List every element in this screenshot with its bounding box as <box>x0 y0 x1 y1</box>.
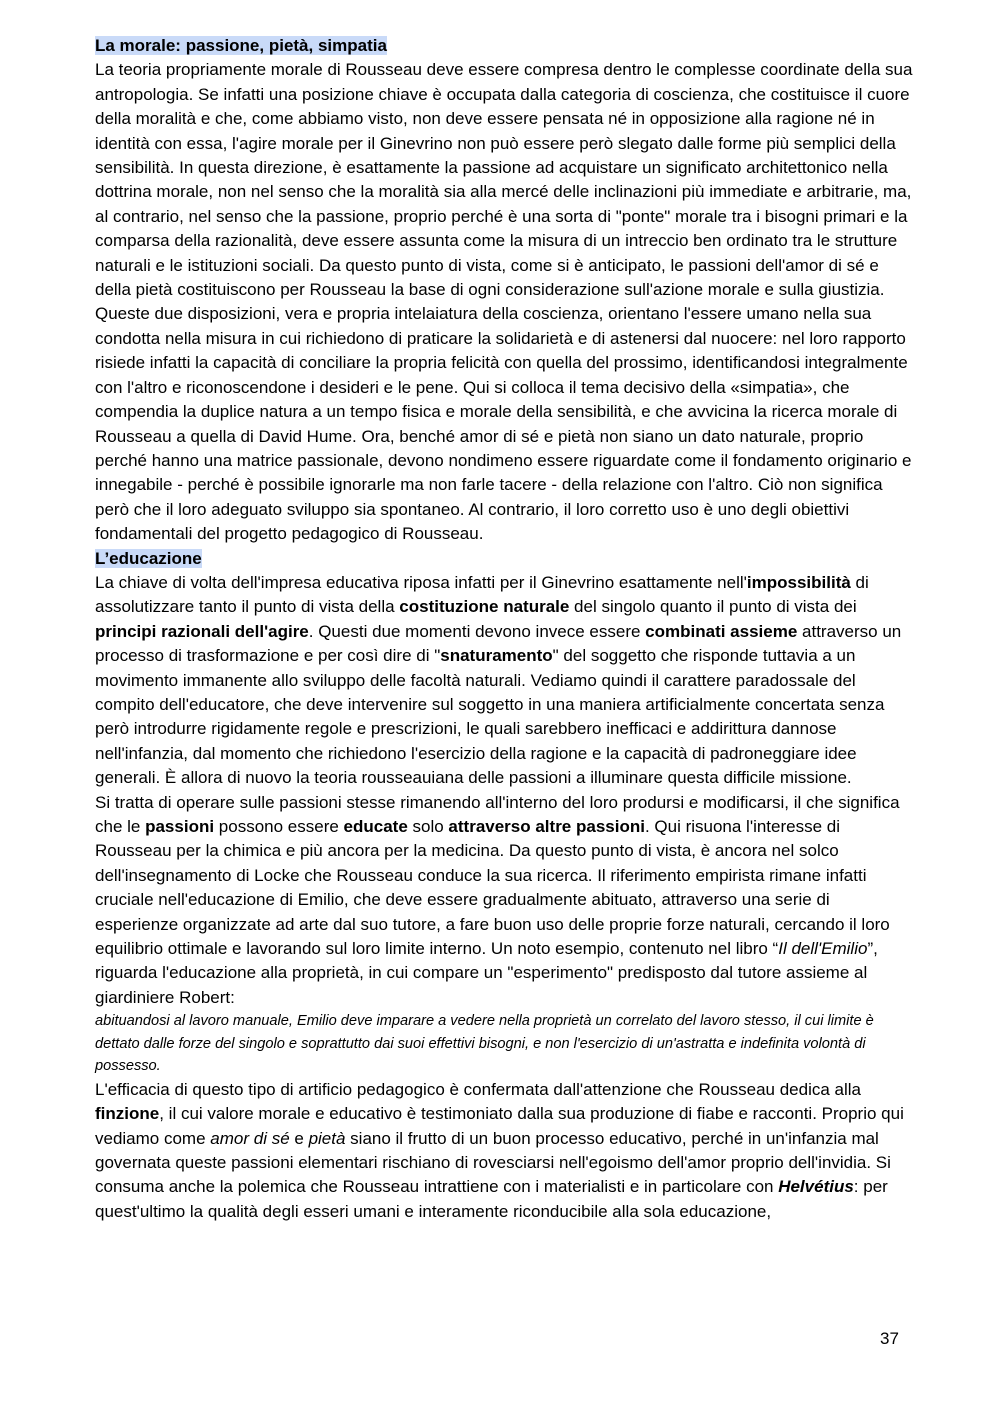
bold-term: finzione <box>95 1104 160 1124</box>
bold-term: principi razionali dell'agire <box>95 621 309 641</box>
section-heading-educazione: L’educazione <box>95 548 202 568</box>
paragraph-morale: La teoria propriamente morale di Rousseau deve essere compresa dentro le complesse coordinate della sua antropologia. Se infatti una posizione chiave è occupata dalla categoria di coscienza, che costituisce il cuore della moralità e che, come abbiamo visto, non deve essere pensata né in opposizione alla ragione né in identità con essa, l'agire morale per il Ginevrino non può essere però slegato dalle forme più semplici della sensibilità. In questa direzione, è esattamente la passione ad acquistare un significato architettonico nella dottrina morale, non nel senso che la moralità sia alla mercé delle inclinazioni più immediate e arbitrarie, ma, al contrario, nel senso che la passione, proprio perché è una sorta di "ponte" morale tra i bisogni primari e la comparsa della razionalità, deve essere assunta come la misura di un intreccio ben ordinato tra le strutture naturali e le istituzioni sociali. Da questo punto di vista, come si è anticipato, le passioni dell'amor di sé e della pietà costituiscono per Rousseau la base di ogni considerazione sull'azione morale e sulla giustizia. Queste due disposizioni, vera e propria intelaiatura della coscienza, orientano l'essere umano nella sua condotta nella misura in cui richiedono di praticare la solidarietà e di astenersi dal nuocere: nel loro rapporto risiede infatti la capacità di conciliare la propria felicità con quella del prossimo, identificandosi integralmente con l'altro e riconoscendone i desideri e le pene. Qui si colloca il tema decisivo della «simpatia», che compendia la duplice natura a un tempo fisica e morale della sensibilità, e che avvicina la ricerca morale di Rousseau a quella di David Hume. Ora, benché amor di sé e pietà non siano un dato naturale, proprio perché hanno una matrice passionale, devono nondimeno essere riguardate come il fondamento originario e innegabile - perché è possibile ignorarle ma non farle tacere - della relazione con l'altro. Ciò non significa però che il loro adeguato sviluppo sia spontaneo. Al contrario, il loro corretto uso è uno degli obiettivi fondamentali del progetto pedagogico di Rousseau. <box>95 60 913 544</box>
bold-term: passioni <box>145 817 215 836</box>
italic-term: pietà <box>308 1128 346 1148</box>
bold-term: attraverso altre passioni <box>448 817 645 836</box>
section-heading-morale: La morale: passione, pietà, simpatia <box>95 36 387 55</box>
bold-term: costituzione naturale <box>399 597 570 617</box>
document-page <box>95 34 915 1224</box>
bold-term: combinati assieme <box>645 621 798 641</box>
bold-term: snaturamento <box>440 646 553 666</box>
bold-term: educate <box>343 817 408 836</box>
paragraph-educazione-2: Si tratta di operare sulle passioni stesse rimanendo all'interno del loro prodursi e modificarsi, il che significa che le passioni possono essere educate solo attraverso altre passioni. Qui risuona l'interesse di Rousseau per la chimica e più ancora per la medicina. Da questo punto di vista, è ancora nel solco dell'insegnamento di Locke che Rousseau conduce la sua ricerca. Il riferimento empirista rimane infatti cruciale nell'educazione di Emilio, che deve essere gradualmente abituato, attraverso una serie di esperienze organizzate ad arte dal suo tutore, a fare buon uso delle proprie forze naturali, cercando il loro equilibrio ottimale e lavorando sul loro limite interno. Un noto esempio, contenuto nel libro “Il dell'Emilio”, riguarda l'educazione alla proprietà, in cui compare un "esperimento" predisposto dal tutore assieme al giardiniere Robert: <box>95 792 900 1007</box>
italic-term: amor di sé <box>210 1128 290 1148</box>
paragraph-educazione-1: La chiave di volta dell'impresa educativa riposa infatti per il Ginevrino esattamente nell'impossibilità di assolutizzare tanto il punto di vista della costituzione naturale del singolo quanto il punto di vista dei principi razionali dell'agire. Questi due momenti devono invece essere combinati assieme attraverso un processo di trasformazione e per così dire di "snaturamento" del soggetto che risponde tuttavia a un movimento immanente allo sviluppo delle facoltà naturali. Vediamo quindi il carattere paradossale del compito dell'educatore, che deve intervenire sul soggetto in una maniera artificialmente concertata senza però introdurre rigidamente regole e prescrizioni, le quali sarebbero inefficaci e addirittura dannose nell'infanzia, dal momento che richiedono l'esercizio della ragione e la capacità di padroneggiare idee generali. È allora di nuovo la teoria rousseauiana delle passioni a illuminare questa difficile missione. <box>95 572 902 788</box>
bold-term: impossibilità <box>746 572 851 592</box>
paragraph-educazione-3: L'efficacia di questo tipo di artificio pedagogico è confermata dall'attenzione che Rousseau dedica alla finzione, il cui valore morale e educativo è testimoniato dalla sua produzione di fiabe e racconti. Proprio qui vediamo come amor di sé e pietà siano il frutto di un buon processo educativo, perché in un'infanzia mal governata queste passioni elementari rischiano di rovesciarsi nell'egoismo dell'amor proprio dell'invidia. Si consuma anche la polemica che Rousseau intrattiene con i materialisti e in particolare con Helvétius: per quest'ultimo la qualità degli esseri umani e interamente riconducibile alla sola educazione, <box>95 1079 904 1221</box>
bold-italic-term: Helvétius <box>778 1177 854 1197</box>
book-title: Il dell'Emilio <box>778 939 868 959</box>
page-number: 37 <box>880 1329 899 1348</box>
quote-block: abituandosi al lavoro manuale, Emilio deve imparare a vedere nella proprietà un correlato del lavoro stesso, il cui limite è dettato dalle forze del singolo e soprattutto dai suoi effettivi bisogni, e non l'esercizio di un'astratta e indefinita volontà di possesso. <box>95 1013 874 1075</box>
